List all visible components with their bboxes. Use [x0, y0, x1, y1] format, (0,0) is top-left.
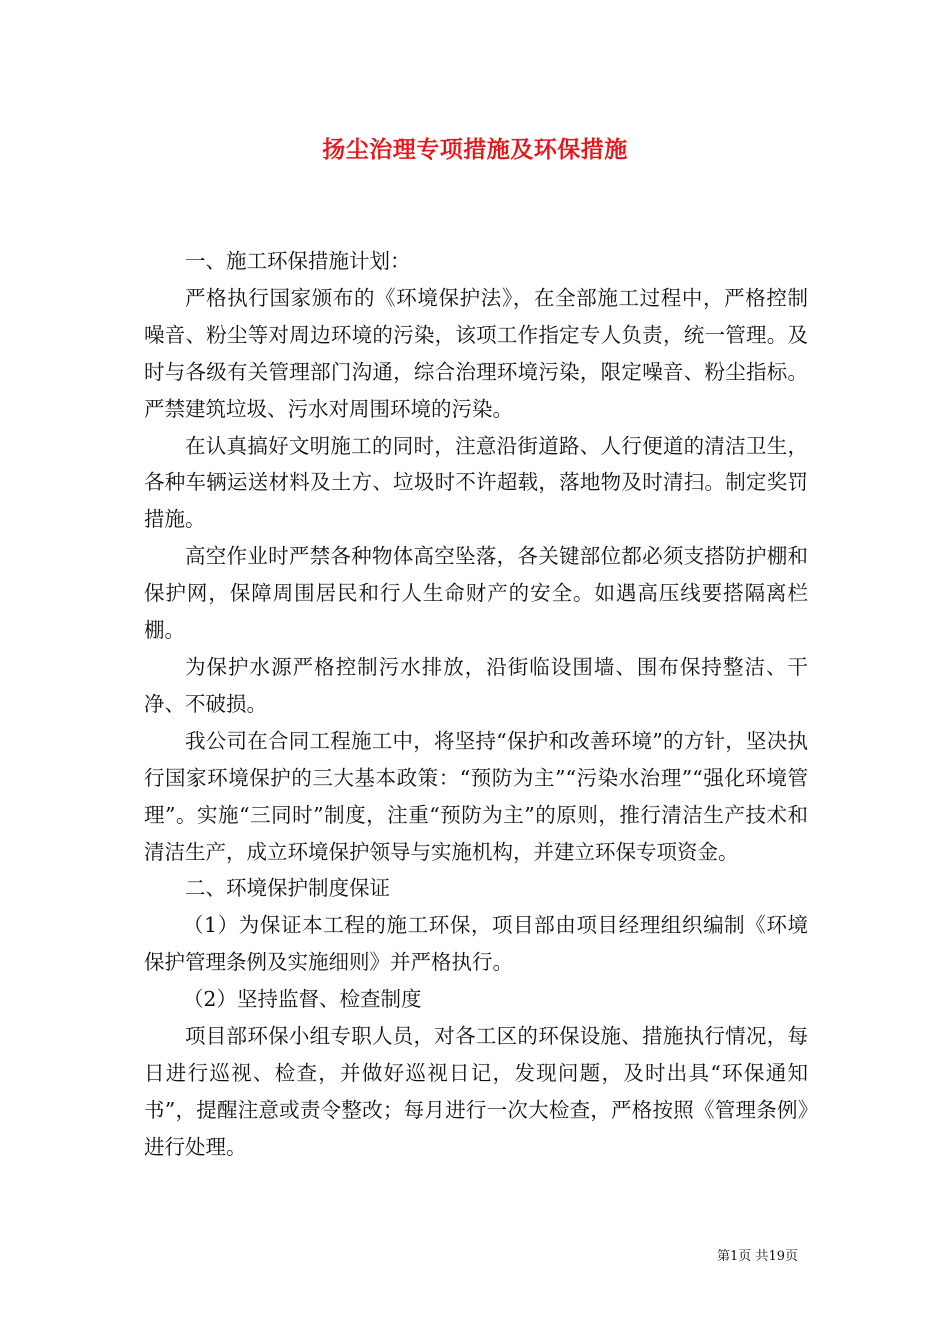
- paragraph: （2）坚持监督、检查制度: [182, 987, 422, 1012]
- section-heading-2: 二、环境保护制度保证: [185, 876, 390, 901]
- total-pages: 19: [768, 1249, 785, 1264]
- document-body: [144, 243, 808, 1166]
- document-title: 扬尘治理专项措施及环保措施: [322, 136, 628, 163]
- footer-middle: 页 共: [738, 1249, 769, 1264]
- page-number-footer: [717, 1248, 798, 1266]
- current-page: 1: [730, 1249, 739, 1264]
- paragraph: 高空作业时严禁各种物体高空坠落，各关键部位都必须支搭防护棚和保护网，保障周围居民和行人生命财产的安全。如遇高压线要搭隔离栏棚。: [144, 544, 808, 643]
- paragraph: 项目部环保小组专职人员，对各工区的环保设施、措施执行情况，每日进行巡视、检查，并做好巡视日记，发现问题，及时出具“环保通知书”，提醒注意或责令整改；每月进行一次大检查，严格按照《管理条例》进行处理。: [144, 1024, 808, 1159]
- footer-suffix: 页: [784, 1249, 798, 1264]
- paragraph: （1）为保证本工程的施工环保，项目部由项目经理组织编制《环境保护管理条例及实施细则》并严格执行。: [144, 913, 808, 975]
- paragraph: 严格执行国家颁布的《环境保护法》，在全部施工过程中，严格控制噪音、粉尘等对周边环境的污染，该项工作指定专人负责，统一管理。及时与各级有关管理部门沟通，综合治理环境污染，限定噪音、粉尘指标。严禁建筑垃圾、污水对周围环境的污染。: [144, 285, 808, 421]
- section-heading-1: 一、施工环保措施计划：: [185, 249, 411, 273]
- paragraph: 为保护水源严格控制污水排放，沿街临设围墙、围布保持整洁、干净、不破损。: [144, 654, 808, 716]
- footer-prefix: 第: [717, 1249, 731, 1264]
- paragraph: 我公司在合同工程施工中，将坚持“保护和改善环境”的方针，坚决执行国家环境保护的三大基本政策：“预防为主”“污染水治理”“强化环境管理”。实施“三同时”制度，注重“预防为主”的原则，推行清洁生产技术和清洁生产，成立环境保护领导与实施机构，并建立环保专项资金。: [144, 728, 808, 864]
- paragraph: 在认真搞好文明施工的同时，注意沿街道路、人行便道的清洁卫生，各种车辆运送材料及土方、垃圾时不许超载，落地物及时清扫。制定奖罚措施。: [144, 433, 808, 532]
